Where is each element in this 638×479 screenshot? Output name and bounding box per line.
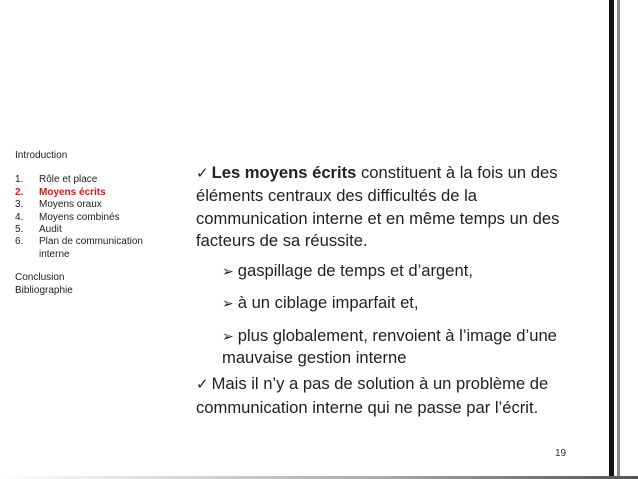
paragraph-1 [196, 162, 591, 252]
frame-line-black [609, 0, 614, 479]
outline-item-label: Rôle et place [39, 174, 98, 186]
outline-item-number: 6. [15, 236, 24, 248]
bullet-text: à un ciblage imparfait et, [237, 293, 419, 313]
arrow-bullet-icon: ➢ [222, 327, 234, 344]
outline-item-number: 2. [15, 186, 24, 198]
checkmark-icon: ✓ [196, 165, 209, 182]
arrow-bullet-icon: ➢ [222, 295, 234, 312]
bullet-text: gaspillage de temps et d’argent, [237, 261, 473, 281]
paragraph-1-bold: Les moyens écrits [211, 163, 357, 182]
bullet-item [222, 325, 591, 370]
main-content [196, 162, 591, 419]
outline-item-label: Plan de communication interne [39, 236, 143, 260]
outline-item-1 [15, 174, 165, 186]
outline-item-number: 4. [15, 211, 24, 223]
bullet-item [222, 260, 591, 282]
arrow-bullet-icon: ➢ [222, 263, 234, 280]
outline-item-label: Audit [39, 224, 62, 236]
bullet-item [222, 292, 591, 314]
outline-introduction: Introduction [15, 150, 68, 161]
outline-item-number: 1. [15, 174, 24, 186]
outline-item-4 [15, 212, 165, 224]
outline-item-3 [15, 199, 165, 211]
paragraph-2-text: Mais il n’y a pas de solution à un problème de communication interne qui ne passe par l’écrit. [196, 374, 549, 417]
outline-item-label: Moyens écrits [39, 186, 106, 198]
outline-item-5 [15, 224, 165, 236]
outline-item-number: 3. [15, 199, 24, 211]
outline-item-label: Moyens combinés [39, 211, 120, 223]
paragraph-2 [196, 373, 591, 419]
checkmark-icon: ✓ [196, 376, 209, 394]
outline-bibliography: Bibliographie [15, 284, 73, 296]
outline-list [15, 174, 165, 261]
outline-sidebar [15, 150, 165, 297]
page-number: 19 [555, 448, 567, 459]
outline-conclusion: Conclusion [15, 272, 65, 284]
bullet-text: plus globalement, renvoient à l’image d’une mauvaise gestion interne [222, 325, 557, 368]
paragraph-1-text: constituent à la fois un des éléments centraux des difficultés de la communication interne et en même temps un des facteurs de sa réussite. [196, 163, 560, 250]
outline-item-label: Moyens oraux [39, 199, 102, 211]
bullet-list [222, 260, 591, 369]
outline-item-6 [15, 236, 165, 261]
outline-item-number: 5. [15, 224, 24, 236]
frame-line-gray [617, 0, 620, 479]
outline-item-2-active [15, 187, 165, 199]
